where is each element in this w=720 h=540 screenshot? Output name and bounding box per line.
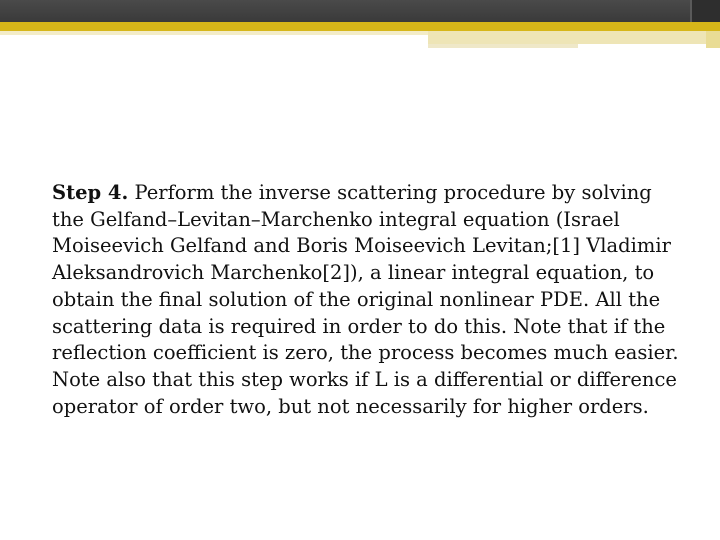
header-bar — [0, 0, 720, 22]
step-label: Step 4. — [52, 181, 129, 204]
slide-body-text — [52, 180, 682, 420]
step-description: Perform the inverse scattering procedure by solving the Gelfand–Levitan–Marchenko integral equation (Israel Moiseevich Gelfand and Boris Moiseevich Levitan;[1] Vladimir Aleksandrovich Marchenko[2]), a linear integral equation, to obtain the final solution of the original nonlinear PDE. All the scattering data is required in order to do this. Note that if the reflection coefficient is zero, the process becomes much easier. Note also that this step works if L is a differential or difference operator of order two, but not necessarily for higher orders. — [52, 181, 679, 418]
header-bar-edge — [690, 0, 720, 22]
accent-stripe-pale-left — [0, 31, 428, 35]
accent-corner — [706, 31, 720, 48]
accent-stripe-thin — [428, 44, 578, 48]
accent-stripe — [0, 22, 720, 31]
accent-stripe-pale-right — [428, 31, 720, 44]
